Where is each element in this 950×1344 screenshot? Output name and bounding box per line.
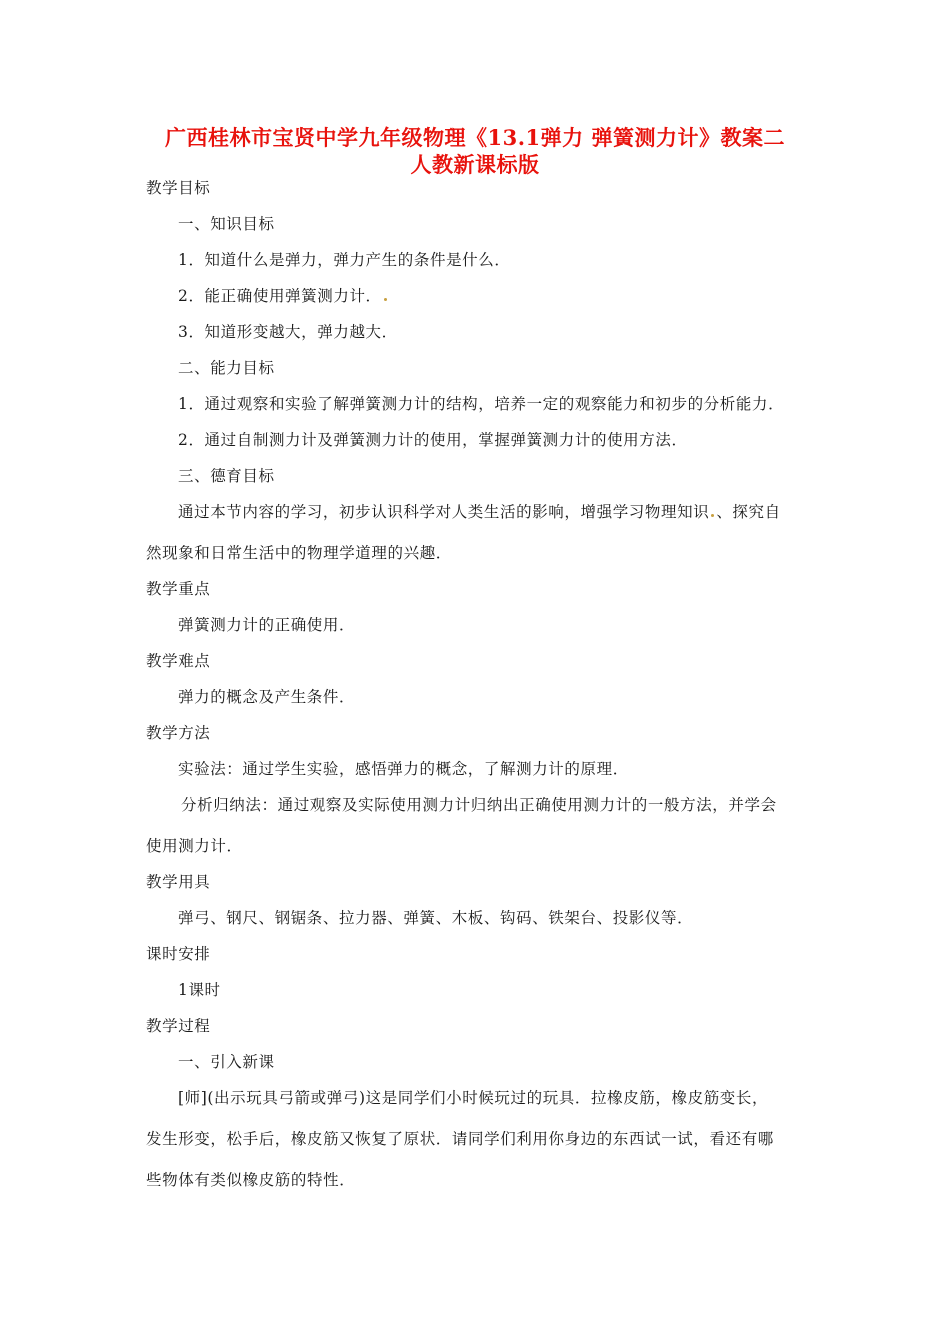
heading-teaching-tools: 教学用具 xyxy=(146,873,211,891)
knowledge-item-3: 3．知道形变越大，弹力越大． xyxy=(178,323,398,341)
heading-schedule: 课时安排 xyxy=(146,945,211,963)
heading-teaching-method: 教学方法 xyxy=(146,724,211,742)
process-paragraph-line2: 发生形变，松手后，橡皮筋又恢复了原状．请同学们利用你身边的东西试一试，看还有哪 xyxy=(146,1130,774,1148)
stray-dot-mark xyxy=(711,514,714,517)
schedule-text: 1课时 xyxy=(178,981,221,999)
subheading-knowledge: 一、知识目标 xyxy=(178,215,275,233)
heading-teaching-process: 教学过程 xyxy=(146,1017,211,1035)
method-induction-line2: 使用测力计． xyxy=(146,837,243,855)
subheading-ability: 二、能力目标 xyxy=(178,359,275,377)
heading-objectives: 教学目标 xyxy=(146,179,211,197)
difficult-points-text: 弹力的概念及产生条件． xyxy=(178,688,356,706)
process-paragraph-line1: [师](出示玩具弓箭或弹弓)这是同学们小时候玩过的玩具．拉橡皮筋，橡皮筋变长， xyxy=(178,1089,769,1107)
document-title-line1: 广西桂林市宝贤中学九年级物理《13.1弹力 弹簧测力计》教案二 xyxy=(165,125,785,150)
teaching-tools-text: 弹弓、钢尺、钢锯条、拉力器、弹簧、木板、钩码、铁架台、投影仪等． xyxy=(178,909,694,927)
moral-paragraph-line2: 然现象和日常生活中的物理学道理的兴趣． xyxy=(146,544,452,562)
moral-paragraph-line1: 通过本节内容的学习，初步认识科学对人类生活的影响，增强学习物理知识 、探究自 xyxy=(178,503,781,521)
method-experiment: 实验法：通过学生实验，感悟弹力的概念，了解测力计的原理． xyxy=(178,760,629,778)
heading-difficult-points: 教学难点 xyxy=(146,652,211,670)
knowledge-item-1: 1．知道什么是弹力，弹力产生的条件是什么． xyxy=(178,251,511,269)
heading-key-points: 教学重点 xyxy=(146,580,211,598)
key-points-text: 弹簧测力计的正确使用． xyxy=(178,616,356,634)
subheading-moral: 三、德育目标 xyxy=(178,467,275,485)
ability-item-1: 1．通过观察和实验了解弹簧测力计的结构，培养一定的观察能力和初步的分析能力． xyxy=(178,395,785,413)
process-paragraph-line3: 些物体有类似橡皮筋的特性． xyxy=(146,1171,356,1189)
ability-item-2: 2．通过自制测力计及弹簧测力计的使用，掌握弹簧测力计的使用方法． xyxy=(178,431,688,449)
document-title-line2: 人教新课标版 xyxy=(410,152,540,177)
subheading-intro: 一、引入新课 xyxy=(178,1053,275,1071)
method-induction-line1: 分析归纳法：通过观察及实际使用测力计归纳出正确使用测力计的一般方法，并学会 xyxy=(181,796,777,814)
knowledge-item-2: 2．能正确使用弹簧测力计． xyxy=(178,286,389,306)
stray-dot-mark xyxy=(384,298,387,301)
